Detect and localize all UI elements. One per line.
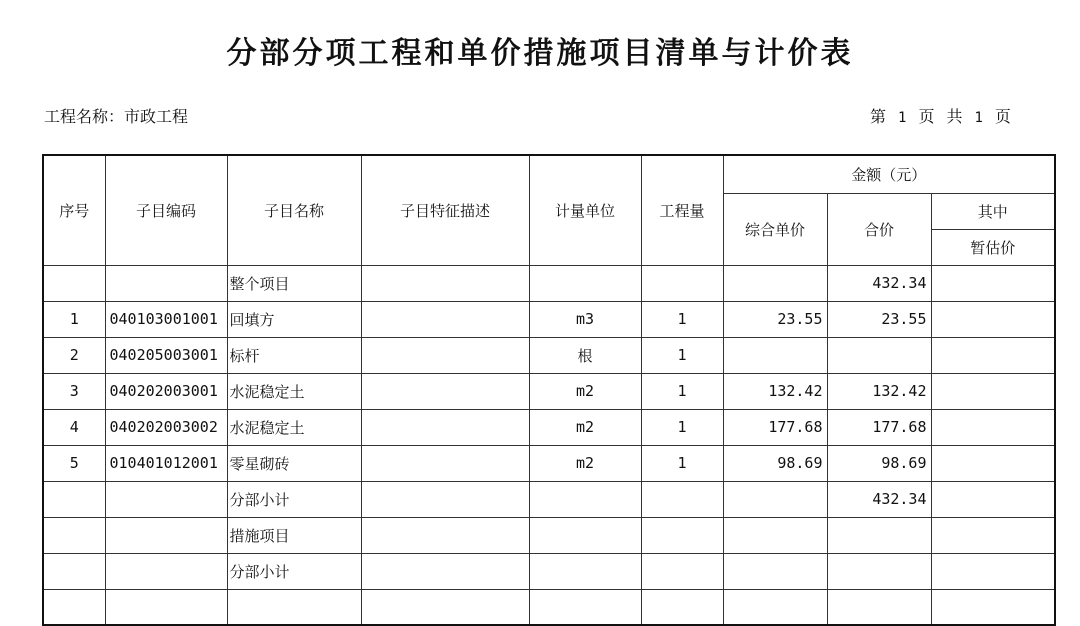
cell-seq bbox=[43, 517, 105, 553]
cell-desc bbox=[361, 337, 529, 373]
cell-seq bbox=[43, 553, 105, 589]
cell-total: 98.69 bbox=[827, 445, 931, 481]
header-unit: 计量单位 bbox=[529, 155, 641, 265]
cell-unit: m2 bbox=[529, 409, 641, 445]
cell-seq bbox=[43, 265, 105, 301]
cell-provisional bbox=[931, 517, 1055, 553]
cell-desc bbox=[361, 553, 529, 589]
table-row bbox=[43, 517, 1055, 553]
cell-desc bbox=[361, 589, 529, 625]
cell-provisional bbox=[931, 301, 1055, 337]
cell-unit: m2 bbox=[529, 373, 641, 409]
cell-unit-price: 132.42 bbox=[723, 373, 827, 409]
cell-desc bbox=[361, 445, 529, 481]
cell-provisional bbox=[931, 481, 1055, 517]
cell-seq bbox=[43, 589, 105, 625]
header-of-which: 其中 bbox=[931, 193, 1055, 229]
cell-name: 分部小计 bbox=[227, 553, 361, 589]
cell-unit-price bbox=[723, 589, 827, 625]
cell-unit-price bbox=[723, 553, 827, 589]
cell-total bbox=[827, 553, 931, 589]
cell-name: 标杆 bbox=[227, 337, 361, 373]
cell-provisional bbox=[931, 553, 1055, 589]
cell-qty bbox=[641, 517, 723, 553]
header-total: 合价 bbox=[827, 193, 931, 265]
cell-unit-price bbox=[723, 265, 827, 301]
cell-code bbox=[105, 553, 227, 589]
cell-seq: 3 bbox=[43, 373, 105, 409]
cell-seq: 4 bbox=[43, 409, 105, 445]
cell-desc bbox=[361, 301, 529, 337]
cell-seq bbox=[43, 481, 105, 517]
cell-desc bbox=[361, 373, 529, 409]
header-name: 子目名称 bbox=[227, 155, 361, 265]
cell-unit: 根 bbox=[529, 337, 641, 373]
cell-code: 010401012001 bbox=[105, 445, 227, 481]
cell-provisional bbox=[931, 409, 1055, 445]
cell-total bbox=[827, 517, 931, 553]
project-name: 工程名称：市政工程 bbox=[44, 107, 189, 126]
page-current: 1 bbox=[898, 110, 909, 126]
cell-provisional bbox=[931, 445, 1055, 481]
page-title: 分部分项工程和单价措施项目清单与计价表 bbox=[226, 36, 854, 71]
cell-name: 回填方 bbox=[227, 301, 361, 337]
header-qty: 工程量 bbox=[641, 155, 723, 265]
cell-qty bbox=[641, 553, 723, 589]
cell-unit bbox=[529, 517, 641, 553]
cell-unit bbox=[529, 589, 641, 625]
table-row bbox=[43, 373, 1055, 409]
cell-code bbox=[105, 589, 227, 625]
cell-provisional bbox=[931, 589, 1055, 625]
table-row bbox=[43, 481, 1055, 517]
header-unit-price: 综合单价 bbox=[723, 193, 827, 265]
cell-unit-price: 23.55 bbox=[723, 301, 827, 337]
cell-name: 水泥稳定土 bbox=[227, 373, 361, 409]
cell-qty: 1 bbox=[641, 445, 723, 481]
cell-qty bbox=[641, 265, 723, 301]
cell-unit: m3 bbox=[529, 301, 641, 337]
cell-name bbox=[227, 589, 361, 625]
page-gong: 共 bbox=[946, 107, 965, 126]
cell-seq: 2 bbox=[43, 337, 105, 373]
cell-qty: 1 bbox=[641, 373, 723, 409]
cell-code: 040103001001 bbox=[105, 301, 227, 337]
page-ye: 页 bbox=[918, 107, 937, 126]
cell-qty: 1 bbox=[641, 409, 723, 445]
table-row bbox=[43, 337, 1055, 373]
cell-unit: m2 bbox=[529, 445, 641, 481]
table-row bbox=[43, 445, 1055, 481]
cell-total: 23.55 bbox=[827, 301, 931, 337]
cell-total bbox=[827, 337, 931, 373]
cell-provisional bbox=[931, 265, 1055, 301]
cell-unit-price bbox=[723, 517, 827, 553]
cell-qty bbox=[641, 481, 723, 517]
cell-unit-price: 98.69 bbox=[723, 445, 827, 481]
cell-code bbox=[105, 481, 227, 517]
cell-seq: 1 bbox=[43, 301, 105, 337]
pricing-table bbox=[42, 154, 1056, 626]
header-desc: 子目特征描述 bbox=[361, 155, 529, 265]
cell-qty bbox=[641, 589, 723, 625]
cell-unit bbox=[529, 553, 641, 589]
table-row bbox=[43, 553, 1055, 589]
cell-total bbox=[827, 589, 931, 625]
cell-code: 040202003001 bbox=[105, 373, 227, 409]
cell-name: 分部小计 bbox=[227, 481, 361, 517]
table-row bbox=[43, 301, 1055, 337]
cell-provisional bbox=[931, 373, 1055, 409]
cell-desc bbox=[361, 481, 529, 517]
cell-unit-price bbox=[723, 481, 827, 517]
cell-code: 040205003001 bbox=[105, 337, 227, 373]
table-row bbox=[43, 589, 1055, 625]
cell-unit bbox=[529, 481, 641, 517]
header-code: 子目编码 bbox=[105, 155, 227, 265]
cell-total: 177.68 bbox=[827, 409, 931, 445]
table-body bbox=[43, 265, 1055, 625]
page-total: 1 bbox=[974, 110, 985, 126]
cell-seq: 5 bbox=[43, 445, 105, 481]
cell-code bbox=[105, 517, 227, 553]
cell-unit-price bbox=[723, 337, 827, 373]
page-ye-2: 页 bbox=[994, 107, 1013, 126]
cell-code: 040202003002 bbox=[105, 409, 227, 445]
cell-name: 措施项目 bbox=[227, 517, 361, 553]
cell-name: 零星砌砖 bbox=[227, 445, 361, 481]
cell-total: 132.42 bbox=[827, 373, 931, 409]
header-amount: 金额（元） bbox=[723, 155, 1055, 193]
table-row bbox=[43, 409, 1055, 445]
page-di: 第 bbox=[870, 107, 889, 126]
page-indicator bbox=[870, 104, 1013, 127]
header-provisional: 暂估价 bbox=[931, 229, 1055, 265]
cell-provisional bbox=[931, 337, 1055, 373]
header-seq: 序号 bbox=[43, 155, 105, 265]
cell-unit-price: 177.68 bbox=[723, 409, 827, 445]
cell-unit bbox=[529, 265, 641, 301]
cell-desc bbox=[361, 265, 529, 301]
cell-qty: 1 bbox=[641, 337, 723, 373]
cell-name: 整个项目 bbox=[227, 265, 361, 301]
cell-desc bbox=[361, 517, 529, 553]
cell-code bbox=[105, 265, 227, 301]
cell-total: 432.34 bbox=[827, 265, 931, 301]
cell-name: 水泥稳定土 bbox=[227, 409, 361, 445]
table-row bbox=[43, 265, 1055, 301]
cell-desc bbox=[361, 409, 529, 445]
cell-qty: 1 bbox=[641, 301, 723, 337]
cell-total: 432.34 bbox=[827, 481, 931, 517]
